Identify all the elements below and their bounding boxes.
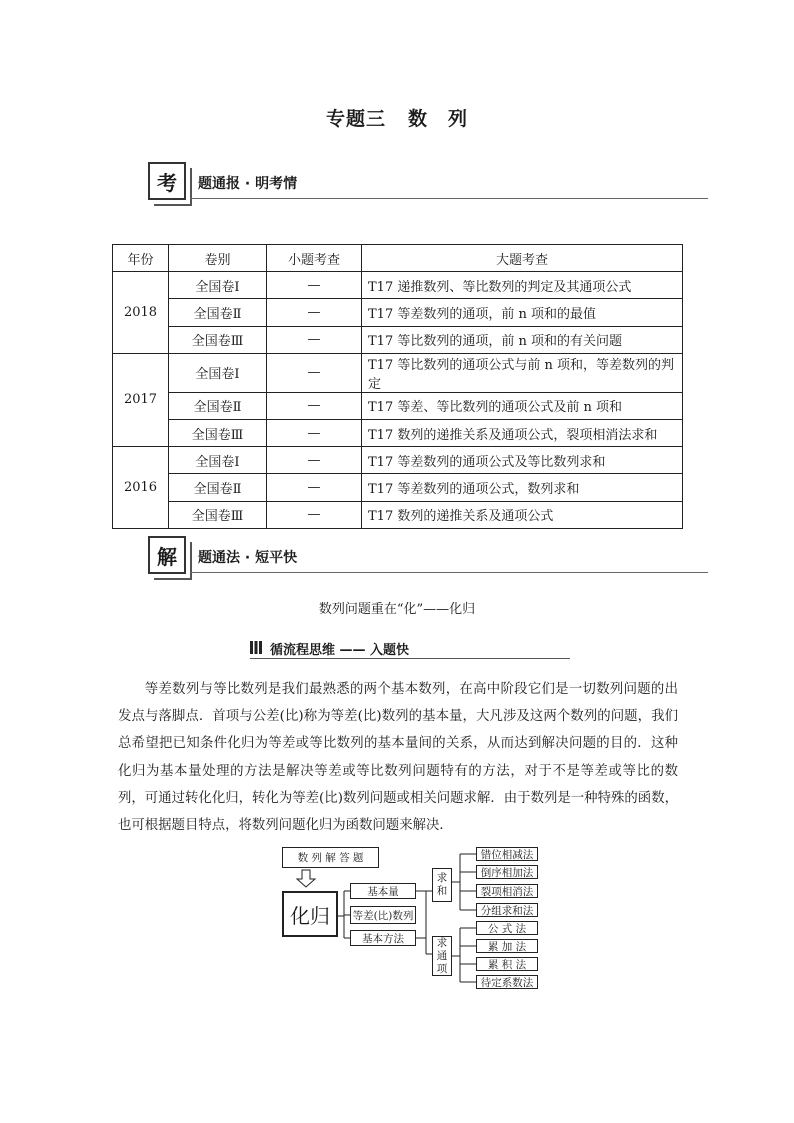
subsection-header	[250, 638, 570, 660]
table-row	[113, 272, 683, 299]
node-problem: 数 列 解 答 题	[282, 847, 379, 868]
year-cell: 2018	[113, 272, 169, 354]
paper-cell: 全国卷Ⅰ	[169, 272, 267, 299]
node-transform: 化归	[282, 891, 338, 937]
big-question-cell: T17 等差数列的通项，前 n 项和的最值	[362, 299, 683, 326]
table-row	[113, 353, 683, 392]
exam-table	[112, 244, 683, 529]
table-row	[113, 419, 683, 446]
section-header-exam-report	[148, 162, 708, 206]
year-cell: 2017	[113, 353, 169, 446]
small-question-cell: —	[267, 447, 362, 474]
small-question-cell: —	[267, 299, 362, 326]
table-row	[113, 474, 683, 501]
header-year: 年份	[113, 245, 169, 272]
method-item: 倒序相加法	[476, 865, 538, 879]
big-question-cell: T17 数列的递推关系及通项公式	[362, 501, 683, 528]
section-badge-jie: 解	[148, 536, 186, 574]
small-question-cell: —	[267, 272, 362, 299]
method-item: 累 加 法	[476, 939, 538, 953]
page-title-topic: 数 列	[408, 108, 469, 130]
section-divider	[190, 198, 708, 199]
small-question-cell: —	[267, 474, 362, 501]
paper-cell: 全国卷Ⅱ	[169, 474, 267, 501]
sum-group-label: 求和	[436, 872, 448, 897]
node-sequence-type: 等差(比)数列	[350, 906, 416, 924]
term-group-label: 求通项	[436, 936, 448, 975]
table-row	[113, 501, 683, 528]
section-label: 题通报 · 明考情	[198, 176, 298, 192]
table-row	[113, 326, 683, 353]
node-basic-method: 基本方法	[350, 930, 416, 946]
header-small-question: 小题考查	[267, 245, 362, 272]
method-item: 待定系数法	[476, 975, 538, 989]
header-big-question: 大题考查	[362, 245, 683, 272]
method-item: 分组求和法	[476, 903, 538, 917]
big-question-cell: T17 等比数列的通项，前 n 项和的有关问题	[362, 326, 683, 353]
paper-cell: 全国卷Ⅲ	[169, 326, 267, 353]
small-question-cell: —	[267, 353, 362, 392]
method-item: 累 积 法	[476, 957, 538, 971]
page-title	[0, 104, 794, 131]
node-basic-quantity: 基本量	[350, 883, 416, 899]
paper-cell: 全国卷Ⅲ	[169, 419, 267, 446]
big-question-cell: T17 等差数列的通项公式及等比数列求和	[362, 447, 683, 474]
section-badge-kao: 考	[148, 162, 186, 200]
big-question-cell: T17 等差数列的通项公式，数列求和	[362, 474, 683, 501]
down-arrow-icon	[297, 870, 315, 887]
subtitle: 数列问题重在“化”——化归	[318, 602, 476, 617]
body-paragraph: 等差数列与等比数列是我们最熟悉的两个基本数列，在高中阶段它们是一切数列问题的出发点与落脚点．首项与公差(比)称为等差(比)数列的基本量，大凡涉及这两个数列的问题，我们总希望把已知条件化归为等差或等比数列的基本量间的关系，从而达到解决问题的目的．这种化归为基本量处理的方法是解决等差或等比数列问题特有的方法，对于不是等差或等比的数列，可通过转化化归，转化为等差(比)数列问题或相关问题求解．由于数列是一种特殊的函数，也可根据题目特点，将数列问题化归为函数问题来解决．	[118, 682, 678, 834]
table-row	[113, 392, 683, 419]
paper-cell: 全国卷Ⅲ	[169, 501, 267, 528]
section-label: 题通法 · 短平快	[198, 550, 298, 566]
year-cell: 2016	[113, 447, 169, 529]
flow-diagram	[280, 846, 550, 991]
big-question-cell: T17 等差、等比数列的通项公式及前 n 项和	[362, 392, 683, 419]
small-question-cell: —	[267, 392, 362, 419]
node-sum-group	[432, 868, 452, 902]
big-question-cell: T17 等比数列的通项公式与前 n 项和，等差数列的判定	[362, 353, 683, 392]
paper-cell: 全国卷Ⅱ	[169, 392, 267, 419]
table-row	[113, 447, 683, 474]
header-paper: 卷别	[169, 245, 267, 272]
big-question-cell: T17 递推数列、等比数列的判定及其通项公式	[362, 272, 683, 299]
paper-cell: 全国卷Ⅱ	[169, 299, 267, 326]
small-question-cell: —	[267, 419, 362, 446]
method-item: 裂项相消法	[476, 884, 538, 898]
section-header-methods	[148, 536, 708, 580]
method-item: 公 式 法	[476, 921, 538, 935]
table-header-row	[113, 245, 683, 272]
section-divider	[190, 572, 708, 573]
table-row	[113, 299, 683, 326]
paper-cell: 全国卷Ⅰ	[169, 447, 267, 474]
bars-icon	[250, 641, 264, 654]
big-question-cell: T17 数列的递推关系及通项公式，裂项相消法求和	[362, 419, 683, 446]
node-term-group	[432, 936, 452, 976]
page-title-prefix: 专题三	[325, 108, 386, 130]
method-item: 错位相减法	[476, 847, 538, 861]
subsection-divider	[250, 658, 570, 659]
small-question-cell: —	[267, 326, 362, 353]
subsection-label: 循流程思维 —— 入题快	[270, 643, 410, 658]
paper-cell: 全国卷Ⅰ	[169, 353, 267, 392]
small-question-cell: —	[267, 501, 362, 528]
